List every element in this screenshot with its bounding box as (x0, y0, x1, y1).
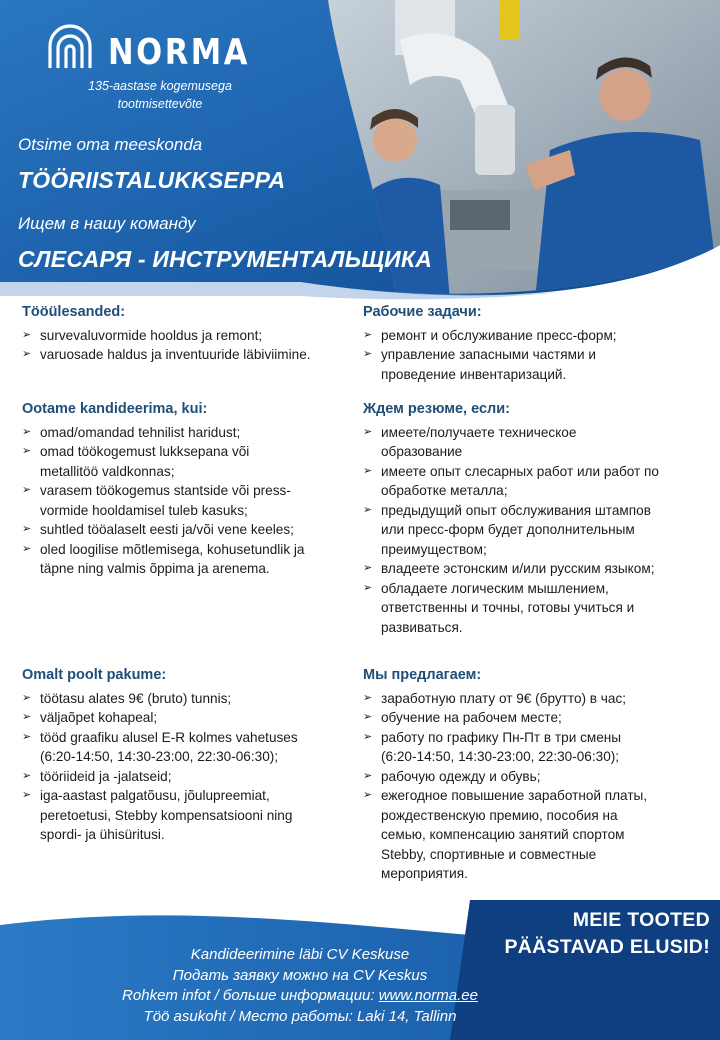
list-item-line: varuosade haldus ja inventuuride läbiviimine. (40, 347, 311, 362)
list-item-line: обладаете логическим мышлением, (381, 580, 609, 596)
list-item (22, 520, 372, 540)
arrow-bullet-icon: ➢ (363, 711, 373, 723)
arrow-bullet-icon: ➢ (363, 503, 373, 516)
list-item-line: имеете/получаете техническое (381, 424, 577, 440)
list-item (363, 579, 713, 638)
arrow-bullet-icon: ➢ (22, 730, 32, 743)
list-item (22, 481, 372, 520)
arrow-bullet-icon: ➢ (22, 769, 32, 782)
list-item-line: omad töökogemust lukksepana või (40, 444, 250, 459)
logo-subtitle-line2: tootmisettevõte (117, 97, 203, 111)
list-item-line: обучение на рабочем месте; (381, 710, 562, 725)
list-item (363, 559, 713, 579)
list-item-line: владеете эстонским и/или русским языком; (381, 561, 655, 576)
arrow-bullet-icon: ➢ (363, 348, 373, 360)
list-item-line: spordi- ja ühisüritusi. (40, 827, 165, 842)
list-item (363, 326, 713, 346)
arrow-bullet-icon: ➢ (22, 691, 32, 704)
list-item-line: мероприятия. (381, 866, 468, 881)
list-item-line: varasem töökogemus stantside või press- (40, 483, 291, 498)
section-heading: Ootame kandideerima, kui: (22, 401, 208, 417)
list-item (22, 540, 372, 579)
list-item (363, 423, 713, 462)
list-item-line: metallitöö valdkonnas; (40, 463, 175, 479)
list-item-line: или пресс-форм будет дополнительным (381, 522, 635, 537)
bullet-list (363, 326, 713, 385)
slogan (480, 907, 710, 961)
list-item (363, 728, 713, 767)
section-et-duties (22, 303, 372, 365)
arrow-bullet-icon: ➢ (22, 328, 32, 341)
list-item (363, 786, 713, 884)
arrow-bullet-icon: ➢ (22, 711, 32, 723)
footer-line-apply-et: Kandideerimine läbi CV Keskuse (190, 946, 410, 963)
list-item-line: ремонт и обслуживание пресс-форм; (381, 327, 617, 343)
list-item-line: Stebby, спортивные и совместные (381, 846, 597, 862)
arrow-bullet-icon: ➢ (363, 730, 373, 743)
section-heading: Мы предлагаем: (363, 667, 482, 683)
arrow-bullet-icon: ➢ (363, 581, 373, 594)
section-heading: Tööülesanded: (22, 304, 126, 320)
list-item (22, 728, 372, 767)
list-item (363, 345, 713, 384)
tagline-et: Otsime oma meeskonda (18, 135, 203, 154)
list-item (22, 423, 372, 443)
footer-line-more-info (60, 986, 540, 1007)
list-item-line: имеете опыт слесарных работ или работ по (381, 463, 659, 479)
list-item (22, 442, 372, 481)
list-item-line: töötasu alates 9€ (bruto) tunnis; (40, 690, 232, 706)
list-item-line: предыдущий опыт обслуживания штампов (381, 502, 651, 518)
bullet-list (22, 326, 372, 365)
logo-subtitle-line1: 135-aastase kogemusega (88, 79, 232, 93)
list-item-line: oled loogilise mõtlemisega, kohusetundlik ja (40, 541, 305, 557)
footer-more-info-label: Rohkem infot / больше информации: (122, 987, 379, 1004)
list-item-line: tööd graafiku alusel E-R kolmes vahetuses (40, 729, 298, 745)
list-item (22, 345, 372, 365)
arrow-bullet-icon: ➢ (22, 542, 32, 555)
list-item-line: ежегодное повышение заработной платы, (381, 788, 648, 803)
arrow-bullet-icon: ➢ (22, 484, 32, 496)
section-heading: Рабочие задачи: (363, 304, 482, 320)
arrow-bullet-icon: ➢ (22, 789, 32, 801)
logo-wordmark: NORMA (108, 32, 250, 73)
bullet-list (22, 423, 372, 579)
job-title-ru: СЛЕСАРЯ - ИНСТРУМЕНТАЛЬЩИКА (18, 246, 433, 272)
arrow-bullet-icon: ➢ (363, 789, 373, 801)
list-item-line: развиваться. (381, 619, 463, 635)
list-item (22, 326, 372, 346)
list-item (363, 708, 713, 728)
list-item-line: обработке металла; (381, 483, 508, 498)
list-item-line: täpne ning valmis õppima ja arenema. (40, 561, 270, 576)
section-ru-requirements (363, 400, 713, 637)
section-et-requirements (22, 400, 372, 579)
list-item-line: tööriideid ja -jalatseid; (40, 768, 172, 784)
list-item-line: väljaõpet kohapeal; (40, 710, 158, 725)
list-item-line: рождественскую премию, пособия на (381, 807, 618, 823)
arrow-bullet-icon: ➢ (22, 425, 32, 438)
slogan-line2: PÄÄSTAVAD ELUSID! (504, 936, 710, 958)
footer-info (60, 945, 540, 1027)
list-item (22, 786, 372, 845)
header-banner (0, 0, 720, 300)
arrow-bullet-icon: ➢ (22, 523, 32, 535)
list-item (363, 462, 713, 501)
list-item-line: survevaluvormide hooldus ja remont; (40, 327, 263, 343)
list-item-line: образование (381, 444, 463, 459)
list-item-line: заработную плату от 9€ (брутто) в час; (381, 690, 627, 706)
footer-banner (0, 895, 720, 1040)
list-item (363, 767, 713, 787)
list-item (363, 689, 713, 709)
arrow-bullet-icon: ➢ (22, 348, 32, 360)
arrow-bullet-icon: ➢ (363, 562, 373, 574)
website-link[interactable]: www.norma.ee (378, 987, 478, 1004)
section-ru-duties (363, 303, 713, 384)
bullet-list (22, 689, 372, 845)
list-item (363, 501, 713, 560)
section-heading: Omalt poolt pakume: (22, 667, 167, 683)
section-heading: Ждем резюме, если: (363, 401, 510, 417)
arrow-bullet-icon: ➢ (363, 328, 373, 341)
list-item-line: рабочую одежду и обувь; (381, 768, 541, 784)
list-item-line: suhtled tööalaselt eesti ja/või vene keeles; (40, 522, 294, 537)
slogan-line1: MEIE TOOTED (572, 909, 710, 931)
list-item-line: omad/omandad tehnilist haridust; (40, 424, 241, 440)
job-title-et: TÖÖRIISTALUKKSEPPA (18, 167, 286, 193)
list-item-line: (6:20-14:50, 14:30-23:00, 22:30-06:30); (40, 749, 279, 764)
section-et-offer (22, 666, 372, 845)
arrow-bullet-icon: ➢ (363, 464, 373, 477)
section-ru-offer (363, 666, 713, 884)
bullet-list (363, 423, 713, 638)
list-item-line: семью, компенсацию занятий спортом (381, 827, 625, 842)
list-item-line: peretoetusi, Stebby kompensatsiooni ning (40, 807, 293, 823)
list-item-line: проведение инвентаризаций. (381, 366, 567, 382)
list-item-line: vormide hooldamisel tuleb kasuks; (40, 502, 248, 518)
arrow-bullet-icon: ➢ (363, 425, 373, 438)
list-item-line: ответственны и точны, готовы учиться и (381, 600, 635, 615)
arrow-bullet-icon: ➢ (22, 445, 32, 457)
list-item-line: iga-aastast palgatõusu, jõulupreemiat, (40, 788, 270, 803)
list-item (22, 767, 372, 787)
arrow-bullet-icon: ➢ (363, 769, 373, 782)
list-item (22, 708, 372, 728)
list-item-line: работу по графику Пн-Пт в три смены (381, 729, 622, 745)
tagline-ru: Ищем в нашу команду (18, 214, 196, 233)
arrow-bullet-icon: ➢ (363, 691, 373, 704)
footer-line-apply-ru: Подать заявку можно на CV Keskus (172, 966, 428, 984)
list-item-line: управление запасными частями и (381, 347, 596, 362)
footer-line-location: Töö asukoht / Место работы: Laki 14, Tallinn (143, 1007, 457, 1025)
list-item (22, 689, 372, 709)
bullet-list (363, 689, 713, 884)
norma-logo (46, 24, 256, 72)
list-item-line: (6:20-14:50, 14:30-23:00, 22:30-06:30); (381, 749, 620, 764)
list-item-line: преимуществом; (381, 541, 487, 557)
